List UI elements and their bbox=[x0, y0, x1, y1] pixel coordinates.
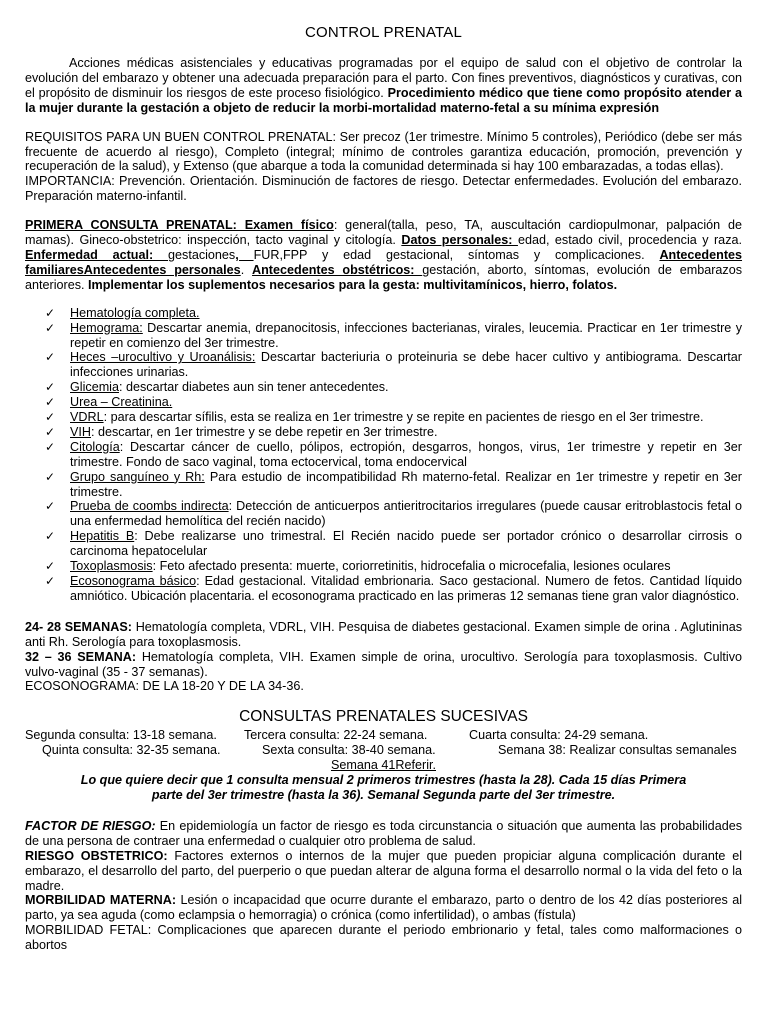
riesgo-obstetrico-paragraph bbox=[25, 849, 742, 894]
list-item bbox=[45, 321, 742, 351]
check-text: Para estudio de incompatibilidad Rh materno-fetal. Realizar en 1er trimestre y repetir en 3er trimestre. bbox=[70, 469, 743, 499]
importancia-paragraph: IMPORTANCIA: Prevención. Orientación. Disminución de factores de riesgo. Detectar enfermedades. Evolución del embarazo. Preparación materno-infantil. bbox=[25, 174, 742, 204]
datos-personales-label: Datos personales: bbox=[401, 233, 518, 248]
primera-text-2: edad, estado civil, procedencia y raza. bbox=[517, 233, 742, 248]
primera-text-5: gestación, aborto, síntomas, evolución de embarazos anteriores. bbox=[25, 262, 743, 292]
morbilidad-materna-paragraph bbox=[25, 893, 742, 923]
check-label: VIH bbox=[70, 424, 91, 439]
check-label: Prueba de coombs indirecta bbox=[70, 499, 229, 514]
list-item bbox=[45, 425, 742, 440]
primera-separator: , bbox=[235, 247, 254, 262]
semanas-32-36-text: Hematología completa, VIH. Examen simple de orina, urocultivo. Serología para toxoplasmosis. Cultivo vulvo-vaginal (35 - 37 semanas). bbox=[25, 649, 743, 679]
enfermedad-actual-label: Enfermedad actual: bbox=[25, 247, 169, 262]
check-label: VDRL bbox=[70, 410, 104, 425]
list-item bbox=[45, 499, 742, 529]
check-text: : para descartar sífilis, esta se realiza en 1er trimestre y se repite en pacientes de riesgo en el 3er trimestre. bbox=[103, 410, 704, 425]
intro-paragraph bbox=[25, 56, 742, 116]
intro-bold-text: Procedimiento médico que tiene como propósito atender a la mujer durante la gestación a objeto de reducir la morbi-mortalidad materno-fetal a su mínima expresión bbox=[25, 85, 742, 115]
primera-text-1: : general(talla, peso, TA, auscultación cardiopulmonar, palpación de mamas). Gineco-obstetrico: inspección, tacto vaginal y citología. bbox=[25, 218, 743, 248]
list-item bbox=[45, 380, 742, 395]
referir-line bbox=[25, 758, 742, 773]
check-text: : Feto afectado presenta: muerte, coriorretinitis, hidrocefalia o microcefalia, lesiones oculares bbox=[152, 559, 671, 574]
consulta-quinta: Quinta consulta: 32-35 semana. bbox=[42, 743, 221, 758]
list-item bbox=[45, 440, 742, 470]
consultas-row-2 bbox=[25, 743, 742, 758]
consultas-row-1 bbox=[25, 728, 742, 743]
check-label: Hematología completa. bbox=[70, 305, 200, 320]
sucesivas-note: Lo que quiere decir que 1 consulta mensual 2 primeros trimestres (hasta la 28). Cada 15 días Primera parte del 3er trimestre (hasta la 36). Semanal Segunda parte del 3er trimestre. bbox=[80, 773, 687, 802]
check-label: Hepatitis B bbox=[70, 529, 135, 544]
check-label: Ecosonograma básico bbox=[70, 574, 197, 588]
morbilidad-materna-label: MORBILIDAD MATERNA: bbox=[25, 893, 177, 908]
check-label: Grupo sanguíneo y Rh: bbox=[70, 469, 205, 484]
list-item bbox=[45, 395, 742, 410]
referir-text: Semana 41Referir. bbox=[330, 758, 436, 773]
requisitos-paragraph: REQUISITOS PARA UN BUEN CONTROL PRENATAL: Ser precoz (1er trimestre. Mínimo 5 controles), Periódico (debe ser más frecuente de acuerdo al riesgo), Completo (integral; mínimo de controles garantiza educación, promoción, prevención y recuperación de la salud), y Extenso (que abarque a toda la comunidad determinada si hay 100 embarazadas, a todas ellas). bbox=[25, 129, 742, 174]
checkmark-icon: ✓ bbox=[45, 305, 56, 320]
morbilidad-fetal-paragraph: MORBILIDAD FETAL: Complicaciones que aparecen durante el periodo embrionario y fetal, tales como malformaciones o abortos bbox=[25, 923, 742, 953]
checkmark-icon: ✓ bbox=[45, 574, 56, 588]
checkmark-icon: ✓ bbox=[45, 529, 56, 544]
antecedentes-familiares-label: Antecedentes familiaresAntecedentes personales bbox=[25, 247, 743, 277]
consulta-cuarta: Cuarta consulta: 24-29 semana. bbox=[469, 728, 649, 743]
list-item bbox=[45, 350, 742, 380]
list-item bbox=[45, 410, 742, 425]
semanas-24-28-label: 24- 28 SEMANAS: bbox=[25, 619, 132, 634]
checkmark-icon: ✓ bbox=[45, 395, 56, 410]
list-item bbox=[45, 574, 742, 604]
check-text: : descartar diabetes aun sin tener antecedentes. bbox=[119, 380, 389, 395]
morbilidad-materna-text: Lesión o incapacidad que ocurre durante el embarazo, parto o dentro de los 42 días posteriores al parto, ya sea aguda (como eclampsia o hemorragia) o crónica (como infertilidad), o ambas (fístula) bbox=[25, 893, 743, 923]
checkmark-icon: ✓ bbox=[45, 380, 56, 395]
check-text: Descartar anemia, drepanocitosis, infecciones bacterianas, virales, leucemia. Practicar en 1er trimestre y repetir en comienzo del 3er trimestre. bbox=[70, 320, 742, 350]
check-label: Heces –urocultivo y Uroanálisis: bbox=[70, 350, 256, 365]
check-text: Descartar bacteriuria o proteinuria se debe hacer cultivo y antibiograma. Descartar infecciones urinarias. bbox=[70, 350, 743, 380]
check-label: Hemograma: bbox=[70, 320, 143, 335]
semanas-32-36-label: 32 – 36 SEMANA: bbox=[25, 649, 137, 664]
checkmark-icon: ✓ bbox=[45, 424, 56, 439]
primera-text-3b: FUR,FPP y edad gestacional, síntomas y complicaciones. bbox=[253, 247, 660, 262]
list-item bbox=[45, 470, 742, 500]
primera-text-3: gestaciones bbox=[168, 247, 236, 262]
exam-checklist bbox=[25, 306, 742, 604]
check-text: : Edad gestacional. Vitalidad embrionaria. Saco gestacional. Numero de fetos. Cantidad líquido amniótico. Ubicación placentaria. el ecosonograma practicado en las primeras 12 semanas tiene gran valor diagnóstico. bbox=[70, 574, 743, 603]
semanas-32-36-paragraph bbox=[25, 650, 742, 680]
list-item bbox=[45, 559, 742, 574]
list-item bbox=[45, 529, 742, 559]
checkmark-icon: ✓ bbox=[45, 499, 56, 514]
antecedentes-obstetricos-label: Antecedentes obstétricos: bbox=[252, 262, 423, 277]
primera-consulta-paragraph bbox=[25, 218, 742, 293]
suplementos-bold-text: Implementar los suplementos necesarios para la gesta: multivitamínicos, hierro, folatos. bbox=[88, 277, 618, 292]
primera-text-4: . bbox=[240, 262, 253, 277]
primera-consulta-label: PRIMERA CONSULTA PRENATAL: Examen físico bbox=[25, 218, 334, 233]
checkmark-icon: ✓ bbox=[45, 320, 56, 335]
checkmark-icon: ✓ bbox=[45, 410, 56, 425]
consulta-semana-38: Semana 38: Realizar consultas semanales bbox=[498, 743, 737, 758]
consulta-segunda: Segunda consulta: 13-18 semana. bbox=[25, 728, 217, 743]
check-text: : Detección de anticuerpos antieritrocitarios irregulares (puede causar eritroblastocis fetal o una enfermedad hemolítica del recién nacido) bbox=[70, 499, 742, 529]
check-label: Glicemia bbox=[70, 380, 119, 395]
sucesivas-title: CONSULTAS PRENATALES SUCESIVAS bbox=[239, 708, 528, 726]
checkmark-icon: ✓ bbox=[45, 439, 56, 454]
check-label: Citología bbox=[70, 439, 120, 454]
check-label: Urea – Creatinina. bbox=[70, 395, 173, 410]
check-text: : Descartar cáncer de cuello, pólipos, ectropión, desgarros, hongos, virus, 1er trimestre y repetir en 3er trimestre. Fondo de saco vaginal, toma ectocervical, toma endocervical bbox=[70, 439, 742, 469]
check-text: : Debe realizarse uno trimestral. El Recién nacido puede ser portador crónico o desarrollar cirrosis o carcinoma hepatocelular bbox=[70, 529, 742, 559]
factor-riesgo-text: En epidemiología un factor de riesgo es toda circunstancia o situación que aumenta las probabilidades de una persona de contraer una enfermedad o cualquier otro problema de salud. bbox=[25, 818, 742, 848]
checkmark-icon: ✓ bbox=[45, 559, 56, 574]
semanas-24-28-text: Hematología completa, VDRL, VIH. Pesquisa de diabetes gestacional. Examen simple de orina . Aglutininas anti Rh. Serología para toxoplasmosis. bbox=[25, 619, 742, 649]
list-item bbox=[45, 306, 742, 321]
consulta-sexta: Sexta consulta: 38-40 semana. bbox=[262, 743, 436, 758]
consulta-tercera: Tercera consulta: 22-24 semana. bbox=[244, 728, 428, 743]
factor-riesgo-label: FACTOR DE RIESGO: bbox=[25, 818, 156, 833]
checkmark-icon: ✓ bbox=[45, 350, 56, 365]
check-label: Toxoplasmosis bbox=[70, 559, 153, 574]
checkmark-icon: ✓ bbox=[45, 469, 56, 484]
document-title: CONTROL PRENATAL bbox=[304, 24, 463, 41]
intro-text: Acciones médicas asistenciales y educativas programadas por el equipo de salud con el objetivo de controlar la evolución del embarazo y obtener una adecuada preparación para el parto. Con fines preventivos, diagnósticos y curativas, con el propósito de disminuir los riesgos de este proceso fisiológico. bbox=[25, 56, 742, 100]
ecosonograma-line: ECOSONOGRAMA: DE LA 18-20 Y DE LA 34-36. bbox=[25, 679, 304, 694]
semanas-24-28-paragraph bbox=[25, 620, 742, 650]
row-indent bbox=[25, 743, 42, 758]
riesgo-obstetrico-label: RIESGO OBSTETRICO: bbox=[25, 848, 168, 863]
check-text: : descartar, en 1er trimestre y se debe repetir en 3er trimestre. bbox=[91, 424, 438, 439]
factor-riesgo-paragraph bbox=[25, 819, 742, 849]
riesgo-obstetrico-text: Factores externos o internos de la mujer que pueden propiciar alguna complicación durante el embarazo, el desarrollo del parto, del puerperio o que puedan alterar de alguna forma el desarrollo normal o la vida del feto o la madre. bbox=[25, 848, 742, 893]
